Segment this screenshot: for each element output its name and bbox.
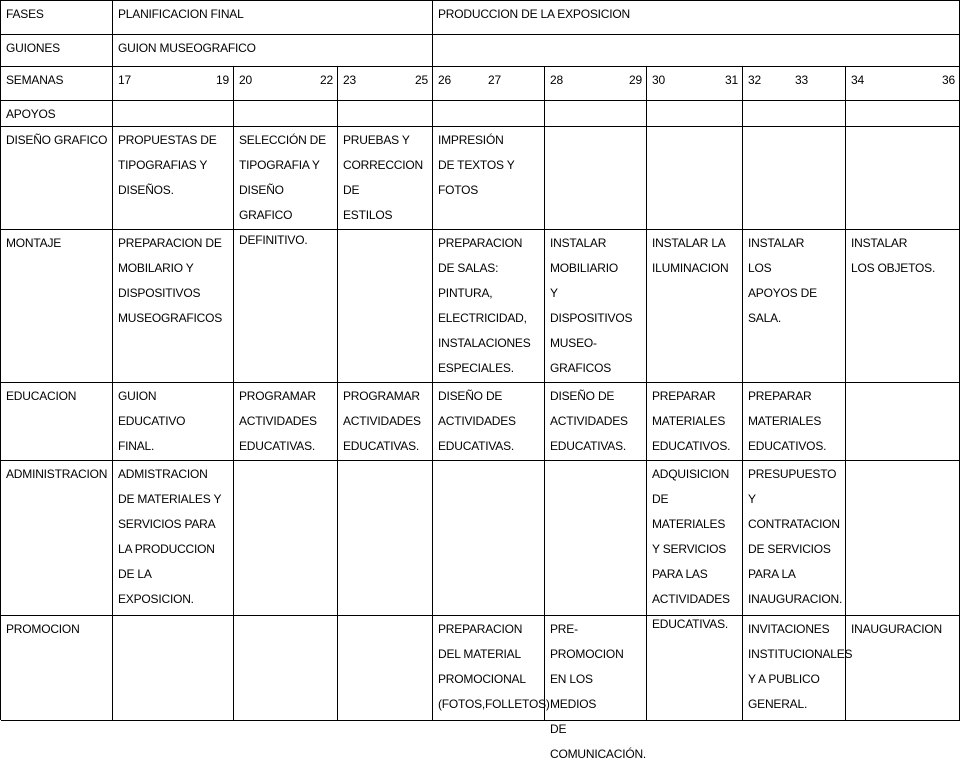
week-range — [846, 67, 960, 101]
guiones-value: GUION MUSEOGRAFICO — [113, 35, 433, 67]
week-range — [545, 67, 647, 101]
educacion-cell: GUION EDUCATIVO FINAL. — [113, 383, 234, 461]
apoyos-cell — [234, 101, 338, 127]
montaje-cell — [234, 230, 338, 383]
apoyos-cell — [846, 101, 960, 127]
week-start: 23 — [343, 73, 356, 87]
montaje-cell: INSTALAR LA ILUMINACION — [647, 230, 743, 383]
week-start: 30 — [652, 73, 665, 87]
promocion-cell: PRE-PROMOCION EN LOS MEDIOS DE COMUNICACIÓN. — [545, 616, 647, 721]
guiones-label: GUIONES — [1, 35, 113, 67]
educacion-cell: PREPARAR MATERIALES EDUCATIVOS. — [647, 383, 743, 461]
week-range — [338, 67, 433, 101]
apoyos-cell — [433, 101, 545, 127]
educacion-cell: PROGRAMAR ACTIVIDADES EDUCATIVAS. — [234, 383, 338, 461]
educacion-cell: PROGRAMAR ACTIVIDADES EDUCATIVAS. — [338, 383, 433, 461]
educacion-cell: DISEÑO DE ACTIVIDADES EDUCATIVAS. — [545, 383, 647, 461]
diseno-cell — [647, 127, 743, 230]
week-range — [743, 67, 846, 101]
week-end: 25 — [415, 73, 428, 87]
fases-planificacion: PLANIFICACION FINAL — [113, 1, 433, 35]
week-range — [113, 67, 234, 101]
administracion-cell — [545, 461, 647, 616]
week-start: 32 — [748, 73, 761, 87]
week-start: 26 — [438, 73, 451, 87]
apoyos-cell — [743, 101, 846, 127]
administracion-cell: PRESUPUESTO Y CONTRATACION DE SERVICIOS PARA LA INAUGURACION. — [743, 461, 846, 616]
week-start: 20 — [239, 73, 252, 87]
diseno-cell — [743, 127, 846, 230]
week-range — [234, 67, 338, 101]
diseno-cell: IMPRESIÓN DE TEXTOS Y FOTOS — [433, 127, 545, 230]
week-end: 36 — [942, 73, 955, 87]
montaje-cell: PREPARACION DE MOBILARIO Y DISPOSITIVOS MUSEOGRAFICOS — [113, 230, 234, 383]
week-end: 27 — [488, 73, 501, 87]
week-start: 28 — [550, 73, 563, 87]
semanas-label: SEMANAS — [1, 67, 113, 101]
montaje-label: MONTAJE — [1, 230, 113, 383]
promocion-cell: PREPARACION DEL MATERIAL PROMOCIONAL (FOTOS,FOLLETOS) — [433, 616, 545, 721]
administracion-label: ADMINISTRACION — [1, 461, 113, 616]
diseno-cell — [846, 127, 960, 230]
week-range — [647, 67, 743, 101]
week-end: 29 — [629, 73, 642, 87]
promocion-cell: INVITACIONES INSTITUCIONALES Y A PUBLICO GENERAL. — [743, 616, 846, 721]
apoyos-label: APOYOS — [1, 101, 113, 127]
week-end: 33 — [795, 73, 808, 87]
montaje-cell: INSTALAR LOS APOYOS DE SALA. — [743, 230, 846, 383]
apoyos-cell — [113, 101, 234, 127]
educacion-cell: PREPARAR MATERIALES EDUCATIVOS. — [743, 383, 846, 461]
apoyos-cell — [338, 101, 433, 127]
administracion-cell — [338, 461, 433, 616]
montaje-cell: INSTALAR LOS OBJETOS. — [846, 230, 960, 383]
administracion-cell — [846, 461, 960, 616]
promocion-cell — [647, 616, 743, 721]
montaje-cell: INSTALAR MOBILIARIO Y DISPOSITIVOS MUSEO- GRAFICOS — [545, 230, 647, 383]
montaje-cell — [338, 230, 433, 383]
diseno-cell: SELECCIÓN DE TIPOGRAFIA Y DISEÑO GRAFICO DEFINITIVO. — [234, 127, 338, 230]
week-end: 19 — [216, 73, 229, 87]
diseno-label: DISEÑO GRAFICO — [1, 127, 113, 230]
administracion-cell — [433, 461, 545, 616]
administracion-cell: ADMISTRACION DE MATERIALES Y SERVICIOS PARA LA PRODUCCION DE LA EXPOSICION. — [113, 461, 234, 616]
montaje-cell: PREPARACION DE SALAS: PINTURA, ELECTRICIDAD, INSTALACIONES ESPECIALES. — [433, 230, 545, 383]
promocion-label: PROMOCION — [1, 616, 113, 721]
apoyos-cell — [545, 101, 647, 127]
week-end: 22 — [320, 73, 333, 87]
week-start: 34 — [851, 73, 864, 87]
week-start: 17 — [118, 73, 131, 87]
guiones-empty — [433, 35, 960, 67]
administracion-cell: ADQUISICION DE MATERIALES Y SERVICIOS PARA LAS ACTIVIDADES EDUCATIVAS. — [647, 461, 743, 616]
diseno-cell — [545, 127, 647, 230]
week-range — [433, 67, 545, 101]
fases-produccion: PRODUCCION DE LA EXPOSICION — [433, 1, 960, 35]
administracion-cell — [234, 461, 338, 616]
promocion-cell — [234, 616, 338, 721]
week-end: 31 — [725, 73, 738, 87]
promocion-cell — [113, 616, 234, 721]
fases-label: FASES — [1, 1, 113, 35]
educacion-cell — [846, 383, 960, 461]
promocion-cell — [338, 616, 433, 721]
educacion-cell: DISEÑO DE ACTIVIDADES EDUCATIVAS. — [433, 383, 545, 461]
diseno-cell: PRUEBAS Y CORRECCION DE ESTILOS — [338, 127, 433, 230]
educacion-label: EDUCACION — [1, 383, 113, 461]
diseno-cell: PROPUESTAS DE TIPOGRAFIAS Y DISEÑOS. — [113, 127, 234, 230]
promocion-cell: INAUGURACION — [846, 616, 960, 721]
apoyos-cell — [647, 101, 743, 127]
